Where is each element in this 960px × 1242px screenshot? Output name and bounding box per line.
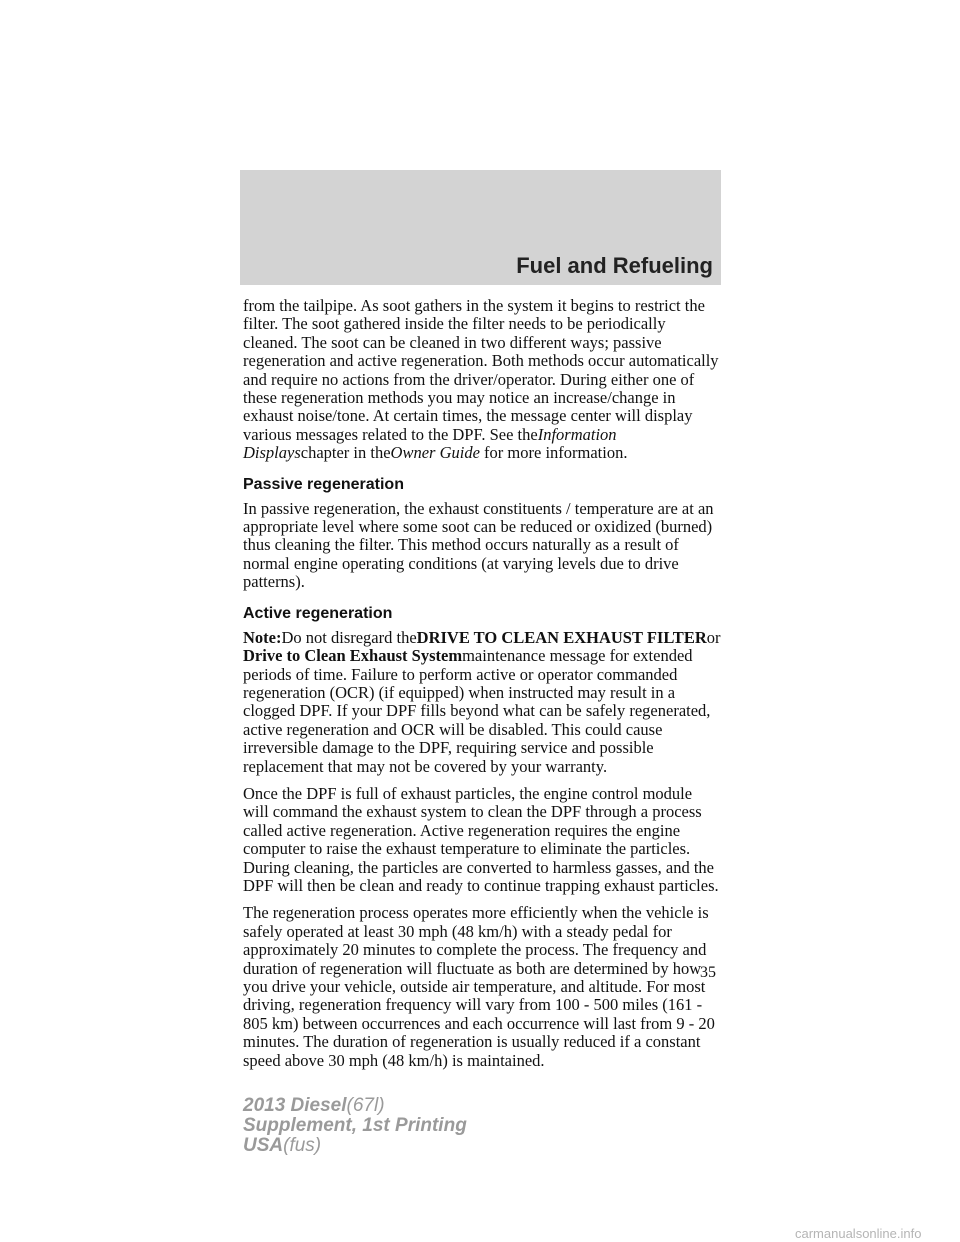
header-band <box>240 170 721 285</box>
footer-model: 2013 Diesel <box>243 1095 347 1116</box>
drive-to-clean-exhaust-filter-message: DRIVE TO CLEAN EXHAUST FILTER <box>416 627 707 647</box>
footer-line-3 <box>243 1136 467 1156</box>
note-paragraph <box>243 629 721 776</box>
passive-regeneration-heading: Passive regeneration <box>243 475 404 493</box>
footer-line-1 <box>243 1096 467 1116</box>
intro-text-between: chapter in the <box>300 443 391 463</box>
note-label: Note: <box>243 627 282 647</box>
print-footer <box>243 1096 467 1156</box>
footer-model-code: (67l) <box>346 1095 385 1116</box>
passive-regeneration-paragraph: In passive regeneration, the exhaust constituents / temperature are at an appropriate level where some soot can be reduced or oxidized (burned) thus cleaning the filter. This method occurs naturally as a result of normal engine operating conditions (at varying levels due to drive patterns). <box>243 498 714 592</box>
active-regeneration-paragraph-1: Once the DPF is full of exhaust particles, the engine control module will command the exhaust system to clean the DPF through a process called active regeneration. Active regeneration requires the engine computer to raise the exhaust temperature to eliminate the particles. During cleaning, the particles are converted to harmless gasses, and the DPF will then be clean and ready to continue trapping exhaust particles. <box>243 783 719 895</box>
intro-text: from the tailpipe. As soot gathers in the system it begins to restrict the filter. The soot gathered inside the filter needs to be periodically cleaned. The soot can be cleaned in two different ways; passive regeneration and active regeneration. Both methods occur automatically and require no actions from the driver/operator. During either one of these regeneration methods you may notice an increase/change in exhaust noise/tone. At certain times, the message center will display various messages related to the DPF. See the <box>243 296 719 444</box>
active-regeneration-heading: Active regeneration <box>243 604 393 622</box>
page-number: 35 <box>700 964 716 981</box>
owner-guide-reference: Owner Guide <box>390 443 480 463</box>
note-text: Do not disregard the <box>281 627 417 647</box>
footer-line-2: Supplement, 1st Printing <box>243 1115 467 1136</box>
intro-text-end: for more information. <box>484 443 628 463</box>
section-title: Fuel and Refueling <box>516 253 713 278</box>
active-regeneration-paragraph-2: The regeneration process operates more efficiently when the vehicle is safely operated at least 30 mph (48 km/h) with a steady pedal for approximately 20 minutes to complete the process. The frequency and duration of regeneration will fluctuate as both are determined by how you drive your vehicle, outside air temperature, and altitude. For most driving, regeneration frequency will vary from 100 - 500 miles (161 - 805 km) between occurrences and each occurrence will last from 9 - 20 minutes. The duration of regeneration is usually reduced if a constant speed above 30 mph (48 km/h) is maintained. <box>243 903 715 1070</box>
watermark: carmanualsonline.info <box>795 1226 922 1241</box>
footer-market-code: (fus) <box>283 1135 322 1156</box>
footer-market: USA <box>243 1135 284 1156</box>
note-text-cont: maintenance message for extended periods of time. Failure to perform active or operator commanded regeneration (OCR) (if equipped) when instructed may result in a clogged DPF. If your DPF fills beyond what can be safely regenerated, active regeneration and OCR will be disabled. This could cause irreversible damage to the DPF, requiring service and possible replacement that may not be covered by your warranty. <box>243 646 711 776</box>
note-or: or <box>706 627 721 647</box>
drive-to-clean-exhaust-system-message: Drive to Clean Exhaust System <box>243 646 463 666</box>
information-displays-reference: Information Displays <box>243 424 617 463</box>
page-content <box>243 297 721 1079</box>
intro-paragraph <box>243 297 721 463</box>
